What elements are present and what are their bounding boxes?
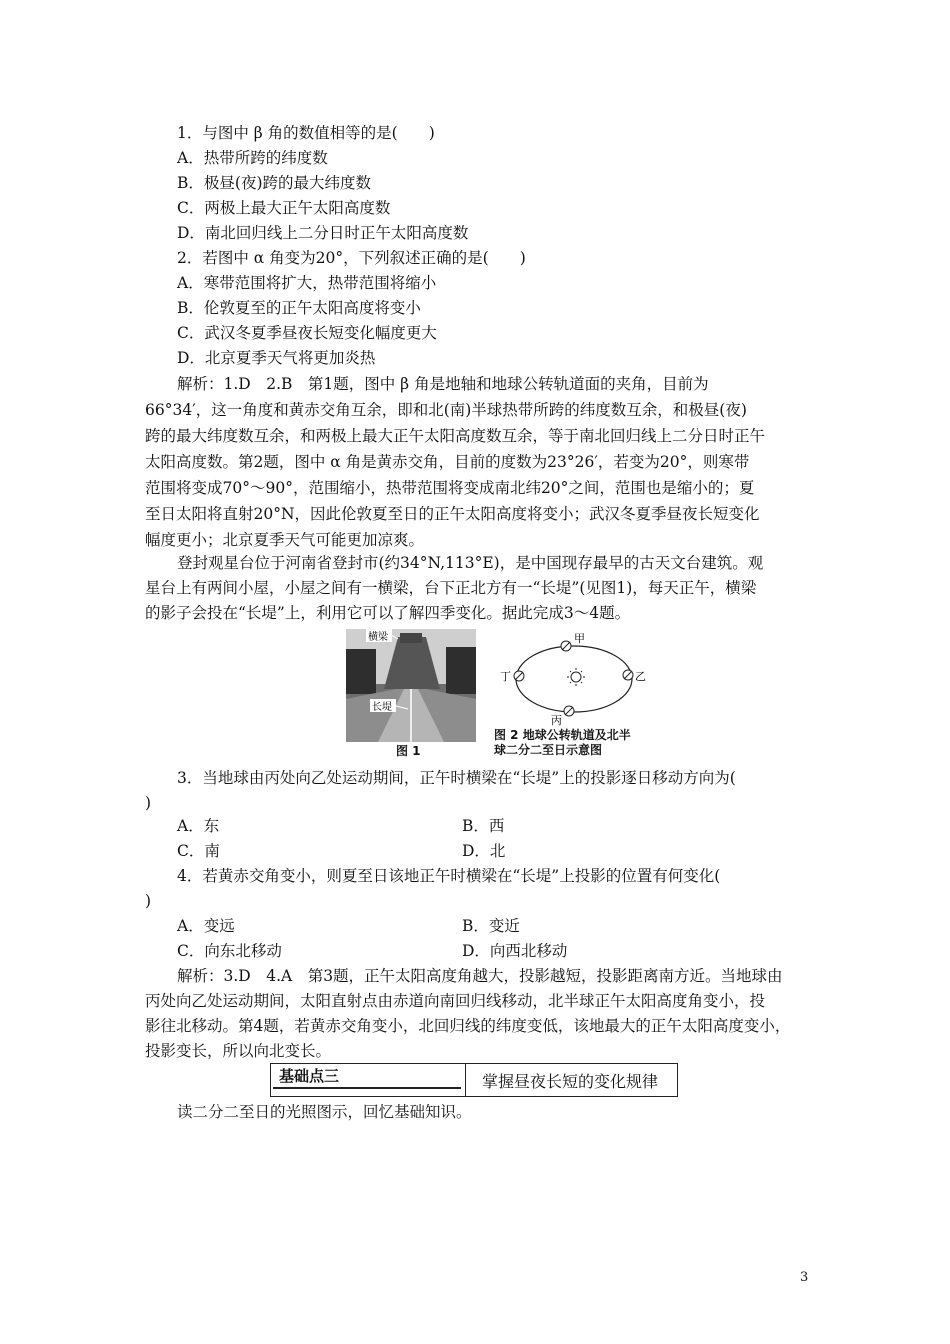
q1-stem: 1．与图中 β 角的数值相等的是( ) [177,124,435,142]
orbit-label-bing: 丙 [551,714,562,727]
q3-stem: 3．当地球由丙处向乙处运动期间，正午时横梁在“长堤”上的投影逐日移动方向为( [177,769,736,787]
figure1-label-beam: 横梁 [368,632,388,643]
analysis2-line: 丙处向乙处运动期间，太阳直射点由赤道向南回归线移动，北半球正午太阳高度角变小，投 [145,992,766,1010]
page-number: 3 [800,1270,809,1285]
q2-option-b: B．伦敦夏至的正午太阳高度将变小 [177,299,421,317]
q3-option-d: D．北 [462,842,506,860]
q3-stem-end: ) [145,794,152,812]
intro-line: 登封观星台位于河南省登封市(约34°N,113°E)，是中国现存最早的古天文台建筑。观 [177,554,764,572]
analysis2-line: 解析：3.D 4.A 第3题，正午太阳高度角越大，投影越短，投影距离南方近。当地球由 [177,967,783,985]
q3-option-a: A．东 [177,817,220,835]
section-header-label: 基础点三 [279,1067,340,1085]
q2-option-c: C．武汉冬夏季昼夜长短变化幅度更大 [177,324,437,342]
earth-icon [561,641,571,651]
figure2-orbit-diagram [494,627,654,732]
q2-stem: 2．若图中 α 角变为20°，下列叙述正确的是( ) [177,249,526,267]
analysis1-line: 范围将变成70°～90°，范围缩小，热带范围将变成南北纬20°之间，范围也是缩小的；夏 [145,479,755,497]
intro-line: 星台上有两间小屋，小屋之间有一横梁，台下正北方有一“长堤”(见图1)，每天正午，横梁 [145,579,757,597]
analysis2-line: 影往北移动。第4题，若黄赤交角变小，北回归线的纬度变低，该地最大的正午太阳高度变小， [145,1017,791,1035]
figure1-label-dike: 长堤 [372,702,392,713]
q4-option-c: C．向东北移动 [177,942,282,960]
analysis1-line: 解析：1.D 2.B 第1题，图中 β 角是地轴和地球公转轨道面的夹角，目前为 [177,375,709,393]
q4-option-a: A．变远 [177,917,235,935]
section-header-label-cell [271,1064,466,1096]
section-header-title: 掌握昼夜长短的变化规律 [482,1072,659,1091]
q2-option-d: D．北京夏季天气将更加炎热 [177,349,376,367]
figure2-caption-line2: 球二分二至日示意图 [494,743,603,757]
q1-option-a: A．热带所跨的纬度数 [177,149,328,167]
q2-option-a: A．寒带范围将扩大，热带范围将缩小 [177,274,437,292]
intro-line: 的影子会投在“长堤”上，利用它可以了解四季变化。据此完成3～4题。 [145,604,631,622]
q3-option-b: B．西 [462,817,505,835]
q3-option-c: C．南 [177,842,220,860]
q1-option-d: D．南北回归线上二分日时正午太阳高度数 [177,224,469,242]
figure1-photo [346,629,476,742]
earth-icon [564,706,574,716]
q4-stem: 4．若黄赤交角变小，则夏至日该地正午时横梁在“长堤”上投影的位置有何变化( [177,867,721,885]
orbit-label-ding: 丁 [500,670,511,683]
q4-option-d: D．向西北移动 [462,942,568,960]
analysis1-line: 66°34′，这一角度和黄赤交角互余，即和北(南)半球热带所跨的纬度数互余，和极昼(夜) [145,401,747,419]
figure2-caption-line1: 图 2 地球公转轨道及北半 [494,728,631,742]
figure1-caption: 图 1 [396,744,421,758]
earth-icon [514,671,524,681]
earth-icon [623,670,633,680]
orbit-label-jia: 甲 [574,632,585,645]
figure2-caption [494,728,631,758]
analysis1-line: 太阳高度数。第2题，图中 α 角是黄赤交角，目前的度数为23°26′，若变为20°，则寒带 [145,453,750,471]
analysis2-line: 投影变长，所以向北变长。 [145,1042,332,1060]
section-header [270,1063,678,1097]
q1-option-b: B．极昼(夜)跨的最大纬度数 [177,174,371,192]
analysis1-line: 幅度更小；北京夏季天气可能更加凉爽。 [145,531,425,549]
q4-stem-end: ) [145,892,152,910]
q4-option-b: B．变近 [462,917,520,935]
q1-option-c: C．两极上最大正午太阳高度数 [177,199,391,217]
closing-text: 读二分二至日的光照图示，回忆基础知识。 [177,1103,472,1121]
sun-icon [567,668,585,686]
orbit-ellipse [516,646,632,712]
analysis1-line: 至日太阳将直射20°N，因此伦敦夏至日的正午太阳高度将变小；武汉冬夏季昼夜长短变化 [145,505,760,523]
analysis1-line: 跨的最大纬度数互余，和两极上最大正午太阳高度数互余，等于南北回归线上二分日时正午 [145,427,766,445]
orbit-label-yi: 乙 [635,670,646,683]
